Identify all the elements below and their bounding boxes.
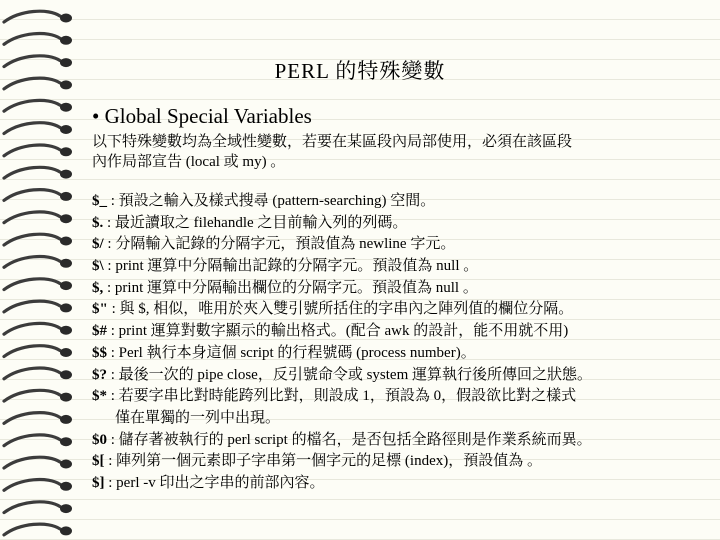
list-item [92, 213, 707, 235]
list-item [92, 191, 707, 213]
binding-ring [4, 346, 72, 357]
list-item [92, 234, 707, 256]
binding-ring [4, 390, 72, 401]
binding-ring [4, 502, 72, 513]
variable-description: : 最近讀取之 filehandle 之目前輸入列的列碼。 [103, 214, 408, 231]
binding-ring [4, 34, 72, 45]
binding-ring [4, 11, 72, 22]
variable-symbol: $/ [92, 236, 104, 253]
binding-ring [4, 524, 72, 535]
variable-description: : 分隔輸入記錄的分隔字元，預設值為 newline 字元。 [103, 236, 456, 253]
intro-paragraph [92, 132, 692, 172]
variable-description: : 若要字串比對時能跨列比對，則設成 1，預設為 0，假設欲比對之樣式 [107, 388, 577, 405]
binding-ring [4, 301, 72, 312]
binding-ring [4, 234, 72, 245]
variable-symbol: $# [92, 323, 107, 340]
list-item [92, 451, 707, 473]
variable-description: : 與 $, 相似，唯用於夾入雙引號所括住的字串內之陣列值的欄位分隔。 [107, 301, 574, 318]
variable-description: 僅在單獨的一列中出現。 [115, 409, 281, 426]
list-item [92, 386, 707, 408]
list-item [92, 343, 707, 365]
variable-symbol: $] [92, 474, 105, 491]
list-item [92, 430, 707, 452]
binding-ring [4, 457, 72, 468]
variable-symbol: $[ [92, 453, 105, 470]
binding-ring [4, 480, 72, 491]
list-item [92, 278, 707, 300]
variable-list [92, 191, 707, 495]
list-item [92, 321, 707, 343]
section-heading: • Global Special Variables [92, 104, 312, 128]
variable-description: : Perl 執行本身這個 script 的行程號碼 (process number)。 [107, 344, 476, 361]
binding-ring [4, 413, 72, 424]
slide-title: PERL 的特殊變數 [274, 59, 446, 83]
intro-line: 內作局部宣告 (local 或 my) 。 [92, 154, 286, 170]
variable-symbol: $0 [92, 431, 107, 448]
variable-description: : 陣列第一個元素即子字串第一個字元的足標 (index)，預設值為 。 [104, 453, 542, 470]
list-item-continuation [92, 408, 707, 430]
variable-symbol: $* [92, 388, 107, 405]
binding-ring [4, 145, 72, 156]
binding-ring [4, 100, 72, 111]
binding-ring [4, 257, 72, 268]
binding-ring [4, 323, 72, 334]
variable-symbol: $\ [92, 258, 104, 275]
variable-symbol: $, [92, 279, 104, 296]
variable-description: : print 運算對數字顯示的輸出格式。(配合 awk 的設計，能不用就不用) [107, 323, 569, 340]
variable-description: : 最後一次的 pipe close，反引號命令或 system 運算執行後所傳回之狀態。 [107, 366, 592, 383]
variable-symbol: $$ [92, 344, 107, 361]
binding-ring [4, 368, 72, 379]
variable-symbol: $" [92, 301, 108, 318]
list-item [92, 256, 707, 278]
variable-description: : print 運算中分隔輸出欄位的分隔字元。預設值為 null 。 [103, 279, 478, 296]
variable-symbol: $? [92, 366, 107, 383]
variable-description: : 儲存著被執行的 perl script 的檔名，是否包括全路徑則是作業系統而異。 [107, 431, 592, 448]
binding-ring [4, 123, 72, 134]
variable-symbol: $_ [92, 193, 107, 209]
list-item [92, 473, 707, 495]
variable-description: : print 運算中分隔輸出記錄的分隔字元。預設值為 null 。 [103, 258, 479, 275]
variable-description: : perl -v 印出之字串的前部內容。 [104, 474, 325, 491]
variable-symbol: $. [92, 214, 104, 231]
variable-description: : 預設之輸入及樣式搜尋 (pattern-searching) 空間。 [107, 193, 436, 209]
binding-ring [4, 212, 72, 223]
list-item [92, 299, 707, 321]
binding-ring [4, 190, 72, 201]
intro-line: 以下特殊變數均為全域性變數，若要在某區段內局部使用，必須在該區段 [92, 134, 573, 150]
binding-ring [4, 435, 72, 446]
list-item [92, 365, 707, 387]
binding-ring [4, 279, 72, 290]
binding-ring [4, 167, 72, 178]
